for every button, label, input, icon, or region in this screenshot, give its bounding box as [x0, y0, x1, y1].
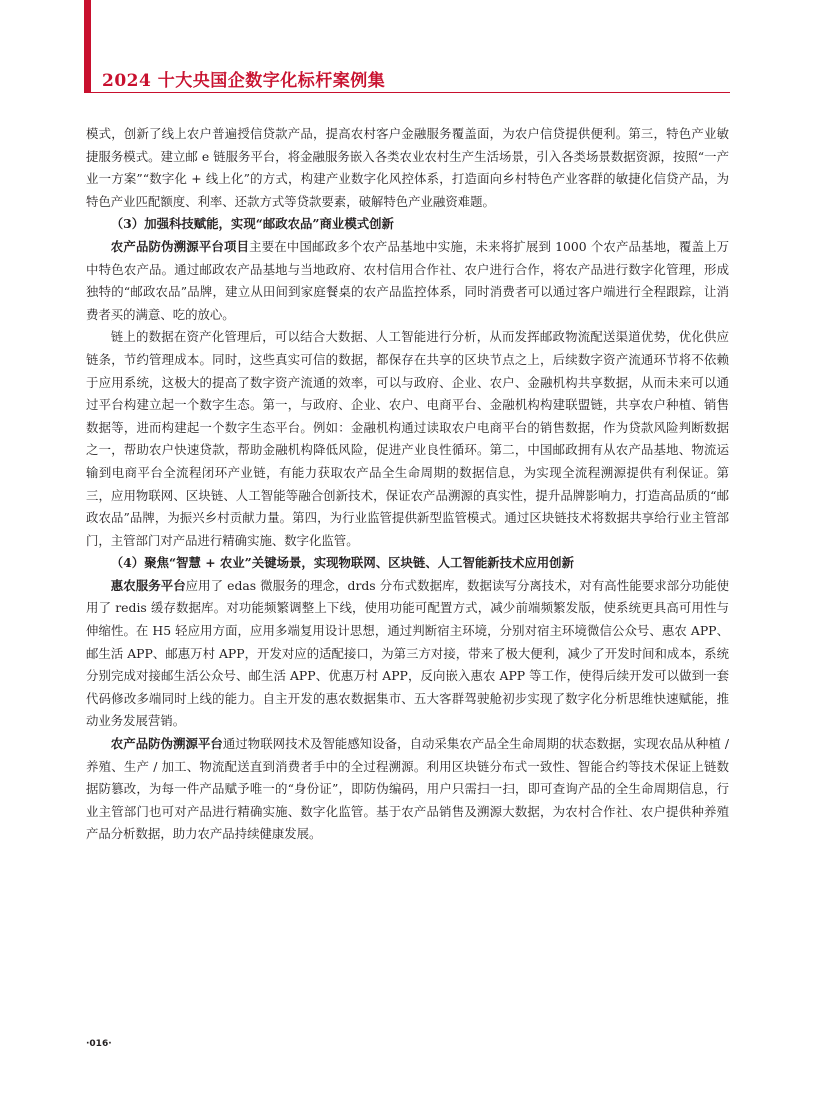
paragraph-text: 主要在中国邮政多个农产品基地中实施，未来将扩展到 1000 个农产品基地，覆盖上万中特色农产品。通过邮政农产品基地与当地政府、农村信用合作社、农户进行合作，将农产品进行数字化管理，形成独特的“邮政农品”品牌，建立从田间到家庭餐桌的农产品监控体系，同时消费者可以通过客户端进行全程跟踪，让消费者买的满意、吃的放心。	[86, 238, 729, 322]
page-number: ·016·	[86, 1039, 112, 1049]
paragraph-text: 模式，创新了线上农户普遍授信贷款产品，提高农村客户金融服务覆盖面，为农户信贷提供便利。第三，特色产业敏捷服务模式。建立邮 e 链服务平台，将金融服务嵌入各类农业农村生产生活场景，引入各类场景数据资源，按照“一产业一方案”“数字化 + 线上化”的方式，构建产业数字化风控体系，打造面向乡村特色产业客群的敏捷化信贷产品，为特色产业匹配额度、利率、还款方式等贷款要素，破解特色产业融资难题。	[86, 126, 729, 209]
paragraph-lead: 农产品防伪溯源平台	[110, 736, 223, 752]
paragraph-text: 通过物联网技术及智能感知设备，自动采集农产品全生命周期的状态数据，实现农品从种植 / 养殖、生产 / 加工、物流配送直到消费者手中的全过程溯源。利用区块链分布式一致性、智能合约等技术保证上链数据防篡改，为每一件产品赋予唯一的“身份证”，即防伪编码，用户只需扫一扫，即可查询产品的全生命周期信息，行业主管部门也可对产品进行精确实施、数字化监管。基于农产品销售及溯源大数据，为农村合作社、农户提供种养殖产品分析数据，助力农产品持续健康发展。	[86, 736, 729, 842]
section-heading-4: （4）聚焦“智慧 + 农业”关键场景，实现物联网、区块链、人工智能新技术应用创新	[110, 555, 574, 571]
paragraph-text: 链上的数据在资产化管理后，可以结合大数据、人工智能进行分析，从而发挥邮政物流配送渠道优势，优化供应链条，节约管理成本。同时，这些真实可信的数据，都保存在共享的区块节点之上，后续数字资产流通环节将不依赖于应用系统，这极大的提高了数字资产流通的效率，可以与政府、企业、农户、金融机构共享数据，从而未来可以通过平台构建立起一个数字生态。第一，与政府、企业、农户、电商平台、金融机构构建联盟链，共享农户种植、销售数据等，进而构建起一个数字生态平台。例如：金融机构通过读取农户电商平台的销售数据，作为贷款风险判断数据之一，帮助农户快速贷款，帮助金融机构降低风险，促进产业良性循环。第二，中国邮政拥有从农产品基地、物流运输到电商平台全流程闭环产业链，有能力获取农产品全生命周期的数据信息，为实现全流程溯源提供有利保证。第三，应用物联网、区块链、人工智能等融合创新技术，保证农产品溯源的真实性，提升品牌影响力，打造高品质的“邮政农品”品牌，为振兴乡村贡献力量。第四，为行业监管提供新型监管模式。通过区块链技术将数据共享给行业主管部门，主管部门对产品进行精确实施、数字化监管。	[86, 329, 729, 548]
paragraph-lead: 农产品防伪溯源平台项目	[110, 238, 250, 254]
header-title: 2024 十大央国企数字化标杆案例集	[102, 71, 386, 91]
header-divider	[84, 92, 730, 93]
paragraph-lead: 惠农服务平台	[110, 577, 186, 593]
paragraph-3	[86, 236, 729, 326]
paragraph-6	[86, 575, 729, 733]
header-accent-bar	[84, 0, 91, 92]
paragraph-text: 应用了 edas 微服务的理念，drds 分布式数据库，数据读写分离技术，对有高性能要求部分功能使用了 redis 缓存数据库。对功能频繁调整上下线，使用功能可配置方式，减少前端频繁发版，使系统更具高可用性与伸缩性。在 H5 轻应用方面，应用多端复用设计思想，通过判断宿主环境，分别对宿主环境微信公众号、惠农 APP、邮生活 APP、邮惠万村 APP，开发对应的适配接口，为第三方对接，带来了极大便利，减少了开发时间和成本，系统分别完成对接邮生活公众号、邮生活 APP、优惠万村 APP，反向嵌入惠农 APP 等工作，使得后续开发可以做到一套代码修改多端同时上线的能力。自主开发的惠农数据集市、五大客群驾驶舱初步实现了数字化分析思维快速赋能，推动业务发展营销。	[86, 577, 729, 729]
paragraph-1	[86, 123, 729, 213]
article-body	[86, 123, 729, 846]
section-heading-3: （3）加强科技赋能，实现“邮政农品”商业模式创新	[110, 216, 394, 232]
paragraph-7	[86, 733, 729, 846]
paragraph-4	[86, 326, 729, 552]
